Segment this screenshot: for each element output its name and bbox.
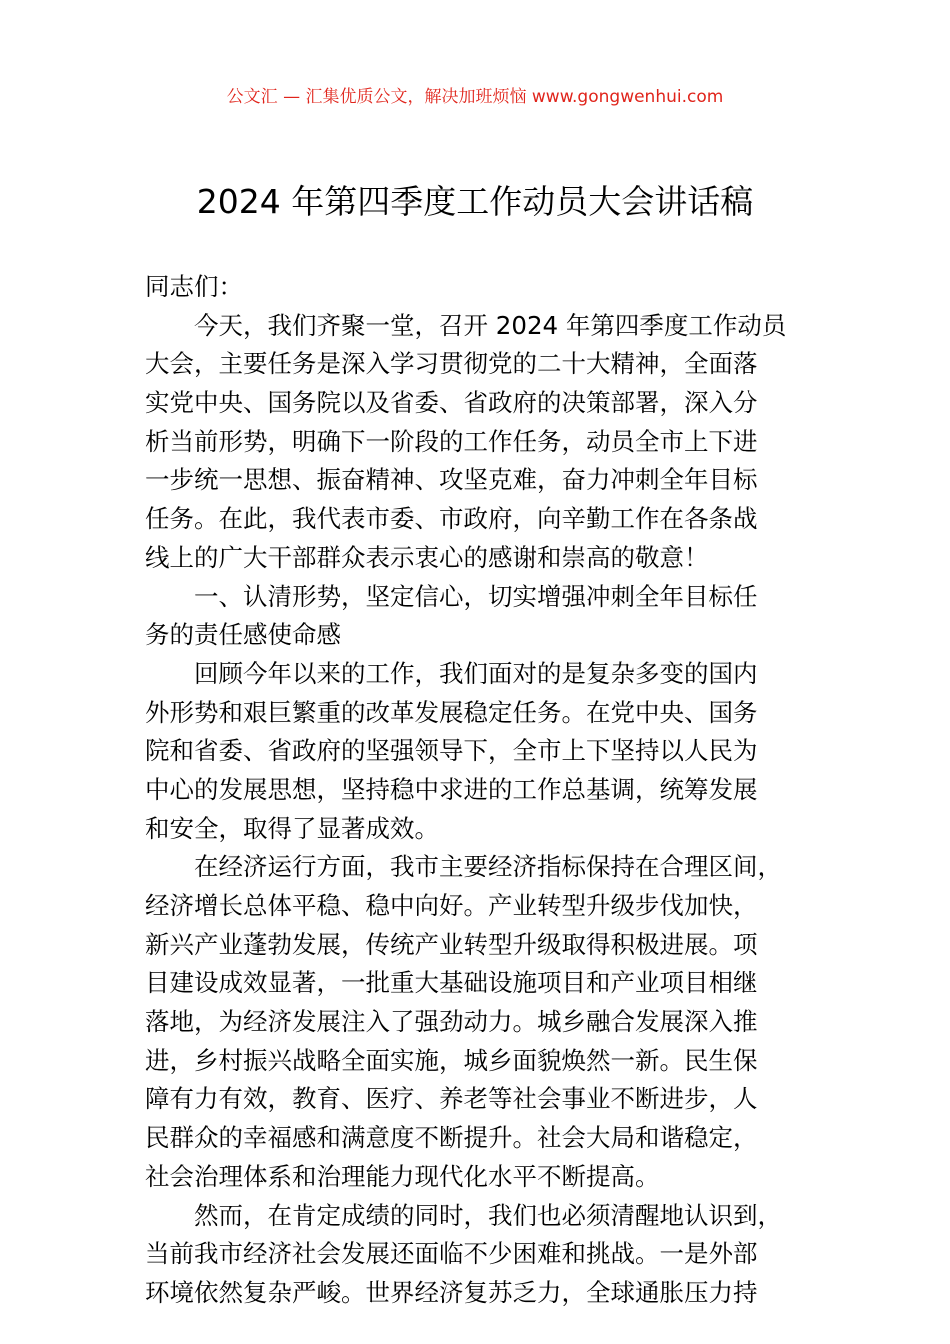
document-title: 2024 年第四季度工作动员大会讲话稿 xyxy=(196,182,754,221)
text-line: 和安全，取得了显著成效。 xyxy=(145,813,439,843)
text-line: 社会治理体系和治理能力现代化水平不断提高。 xyxy=(145,1161,660,1191)
text-line: 同志们： xyxy=(145,272,243,301)
text-line: 经济增长总体平稳、稳中向好。产业转型升级步伐加快， xyxy=(145,891,758,920)
text-line: 目建设成效显著，一批重大基础设施项目和产业项目相继 xyxy=(145,968,758,998)
text-line: 在经济运行方面，我市主要经济指标保持在合理区间， xyxy=(194,852,782,882)
text-line: 大会，主要任务是深入学习贯彻党的二十大精神，全面落 xyxy=(145,349,758,379)
text-line: 然而，在肯定成绩的同时，我们也必须清醒地认识到， xyxy=(194,1200,782,1230)
text-line: 当前我市经济社会发展还面临不少困难和挑战。一是外部 xyxy=(145,1239,758,1269)
text-line: 今天，我们齐聚一堂，召开 2024 年第四季度工作动员 xyxy=(194,310,787,340)
text-line: 进，乡村振兴战略全面实施，城乡面貌焕然一新。民生保 xyxy=(145,1045,758,1075)
text-line: 民群众的幸福感和满意度不断提升。社会大局和谐稳定， xyxy=(145,1123,758,1153)
text-line: 务的责任感使命感 xyxy=(145,620,341,650)
text-line: 障有力有效，教育、医疗、养老等社会事业不断进步，人 xyxy=(145,1084,758,1114)
text-line: 回顾今年以来的工作，我们面对的是复杂多变的国内 xyxy=(194,658,758,688)
text-line: 落地，为经济发展注入了强劲动力。城乡融合发展深入推 xyxy=(145,1007,758,1037)
text-line: 任务。在此，我代表市委、市政府，向辛勤工作在各条战 xyxy=(145,504,758,534)
text-line: 环境依然复杂严峻。世界经济复苏乏力，全球通胀压力持 xyxy=(145,1277,758,1307)
text-line: 实党中央、国务院以及省委、省政府的决策部署，深入分 xyxy=(145,388,758,418)
text-line: 新兴产业蓬勃发展，传统产业转型升级取得积极进展。项 xyxy=(145,929,758,959)
text-line: 析当前形势，明确下一阶段的工作任务，动员全市上下进 xyxy=(145,426,758,456)
text-line: 院和省委、省政府的坚强领导下，全市上下坚持以人民为 xyxy=(145,736,758,766)
text-line: 中心的发展思想，坚持稳中求进的工作总基调，统筹发展 xyxy=(145,774,758,804)
text-line: 一、认清形势，坚定信心，切实增强冲刺全年目标任 xyxy=(194,581,758,611)
text-line: 线上的广大干部群众表示衷心的感谢和崇高的敬意！ xyxy=(145,542,709,572)
document-body xyxy=(145,268,810,1313)
text-line: 外形势和艰巨繁重的改革发展稳定任务。在党中央、国务 xyxy=(145,697,758,727)
text-line: 一步统一思想、振奋精神、攻坚克难，奋力冲刺全年目标 xyxy=(145,465,758,495)
site-banner: 公文汇 — 汇集优质公文，解决加班烦恼 www.gongwenhui.com xyxy=(226,87,724,107)
